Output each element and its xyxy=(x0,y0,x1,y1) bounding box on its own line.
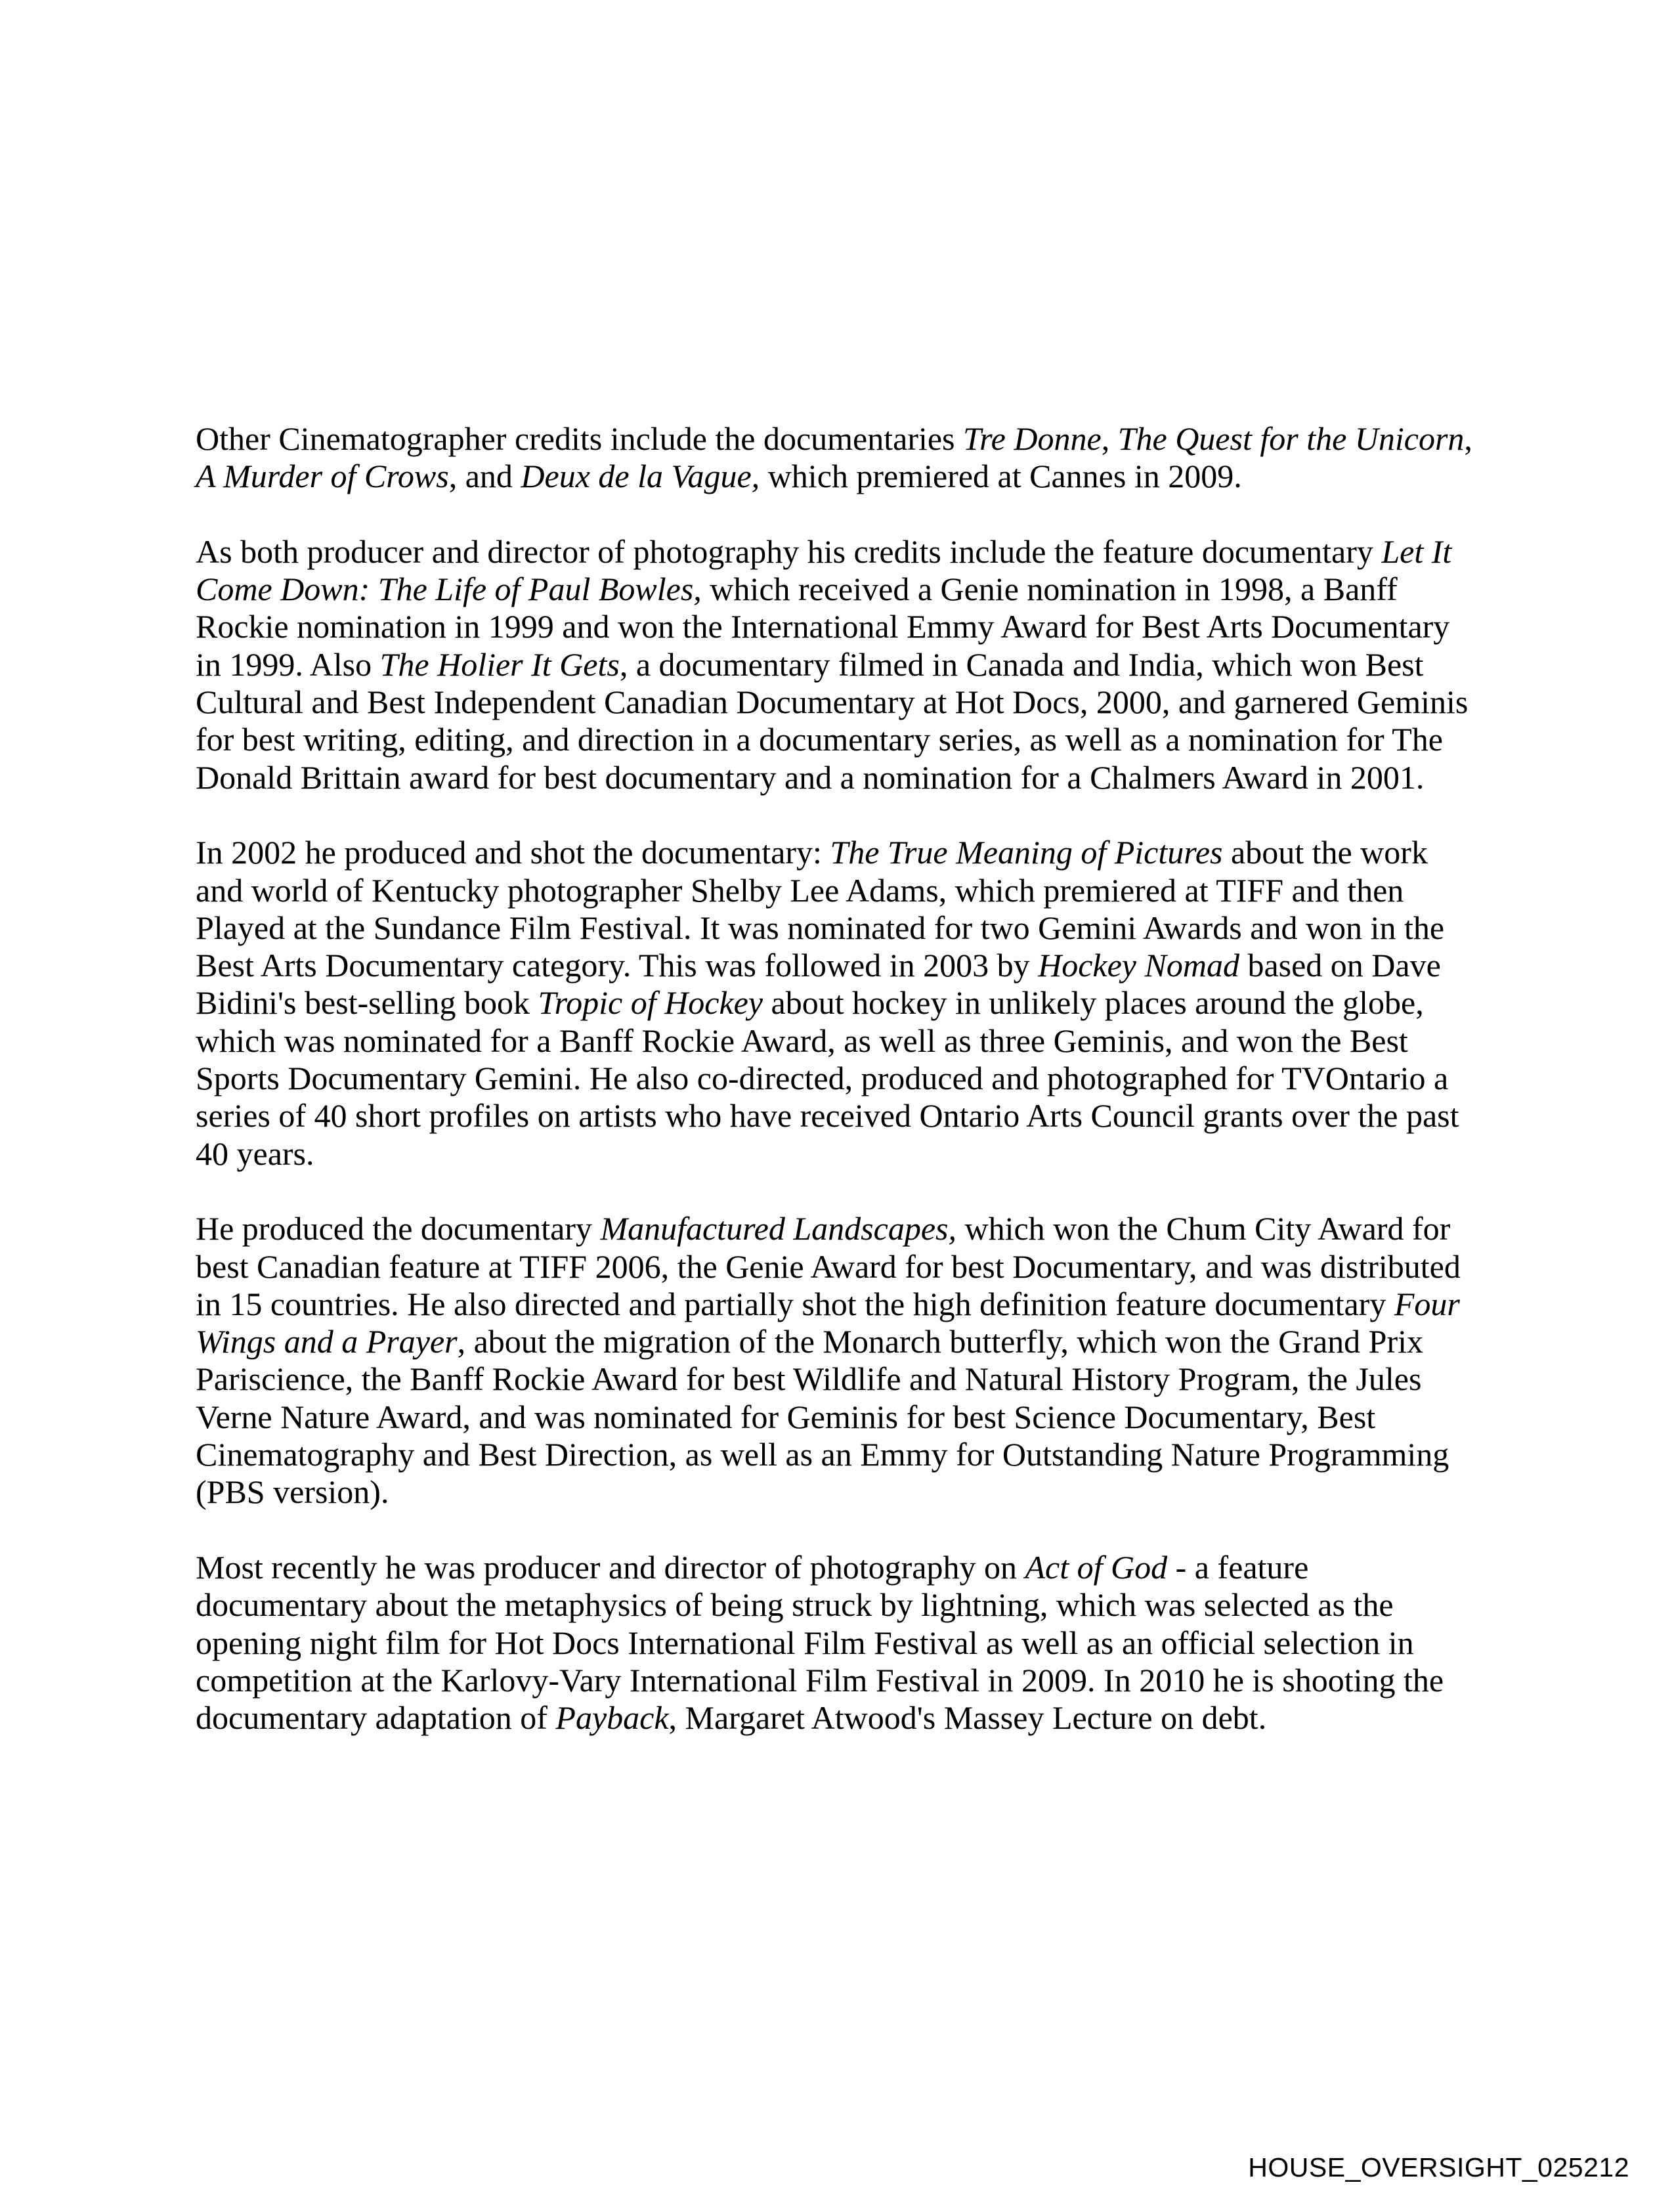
text-run: which won the Chum City Award for best Canadian feature at TIFF 2006, the Genie Award for best Documentary, and was distributed in 15 countries. He also directed and partially shot the high definition feature documentary xyxy=(196,1210,1461,1322)
text-run: , a documentary filmed in Canada and India, which won Best Cultural and Best Independent Canadian Documentary at Hot Docs, 2000, and garnered Geminis for best writing, editing, and direction in a documentary series, as well as a nomination for The Donald Brittain award for best documentary and a nomination for a Chalmers Award in 2001. xyxy=(196,645,1469,796)
text-run: about hockey in unlikely places around the globe, which was nominated for a Banff Rockie Award, as well as three Geminis, and won the Best Sports Documentary Gemini. He also co-directed, produced and photographed for TVOntario a series of 40 short profiles on artists who have received Ontario Arts Council grants over the past 40 years. xyxy=(196,984,1459,1172)
paragraph xyxy=(196,420,1472,496)
film-title: The True Meaning of Pictures xyxy=(830,834,1223,871)
film-title: Act of God xyxy=(1025,1548,1168,1586)
text-run: As both producer and director of photography his credits include the feature documentary xyxy=(196,532,1382,570)
text-run: , and xyxy=(448,458,521,495)
film-title: A Murder of Crows xyxy=(196,458,449,495)
film-title: The Holier It Gets xyxy=(379,645,620,683)
paragraph xyxy=(196,1210,1472,1511)
paragraph xyxy=(196,1549,1472,1737)
film-title: Manufactured Landscapes, xyxy=(600,1210,956,1247)
paragraph xyxy=(196,533,1472,796)
film-title: Payback xyxy=(555,1699,669,1737)
film-title: Four Wings and a Prayer xyxy=(196,1285,1460,1360)
text-run: based on Dave Bidini's best-selling book xyxy=(196,947,1441,1022)
text-run: - a feature documentary about the metaphysics of being struck by lightning, which was selected as the opening night film for Hot Docs International Film Festival as well as an official selection in competition at the Karlovy-Vary International Film Festival in 2009. In 2010 he is shooting the documentary adaptation of xyxy=(196,1548,1444,1737)
film-title: Let It Come Down: The Life of Paul Bowles, xyxy=(196,532,1452,608)
text-run: , Margaret Atwood's Massey Lecture on debt. xyxy=(668,1699,1267,1737)
film-title: Tropic of Hockey xyxy=(538,984,763,1022)
paragraph xyxy=(196,834,1472,1173)
document-body xyxy=(196,420,1472,1775)
text-run: Most recently he was producer and director of photography on xyxy=(196,1548,1025,1586)
text-run: which premiered at Cannes in 2009. xyxy=(760,458,1242,495)
text-run: which received a Genie nomination in 1998, a Banff Rockie nomination in 1999 and won the International Emmy Award for Best Arts Documentary in 1999. Also xyxy=(196,571,1450,683)
text-run: He produced the documentary xyxy=(196,1210,601,1247)
text-run: , xyxy=(1101,420,1118,457)
text-run: , about the migration of the Monarch butterfly, which won the Grand Prix Pariscience, the Banff Rockie Award for best Wildlife and Natural History Program, the Jules Verne Nature Award, and was nominated for Geminis for best Science Documentary, Best Cinematography and Best Direction, as well as an Emmy for Outstanding Nature Programming (PBS version). xyxy=(196,1323,1449,1511)
film-title: Deux de la Vague, xyxy=(521,458,760,495)
film-title: The Quest for the Unicorn xyxy=(1117,420,1465,457)
bates-stamp: HOUSE_OVERSIGHT_025212 xyxy=(1248,2152,1629,2182)
text-run: Other Cinematographer credits include the documentaries xyxy=(196,420,964,457)
film-title: Tre Donne xyxy=(963,420,1102,457)
text-run: about the work and world of Kentucky photographer Shelby Lee Adams, which premiered at TIFF and then Played at the Sundance Film Festival. It was nominated for two Gemini Awards and won in the Best Arts Documentary category. This was followed in 2003 by xyxy=(196,834,1445,984)
film-title: Hockey Nomad xyxy=(1038,947,1239,984)
text-run: In 2002 he produced and shot the documentary: xyxy=(196,834,830,871)
text-run: , xyxy=(1464,420,1472,457)
